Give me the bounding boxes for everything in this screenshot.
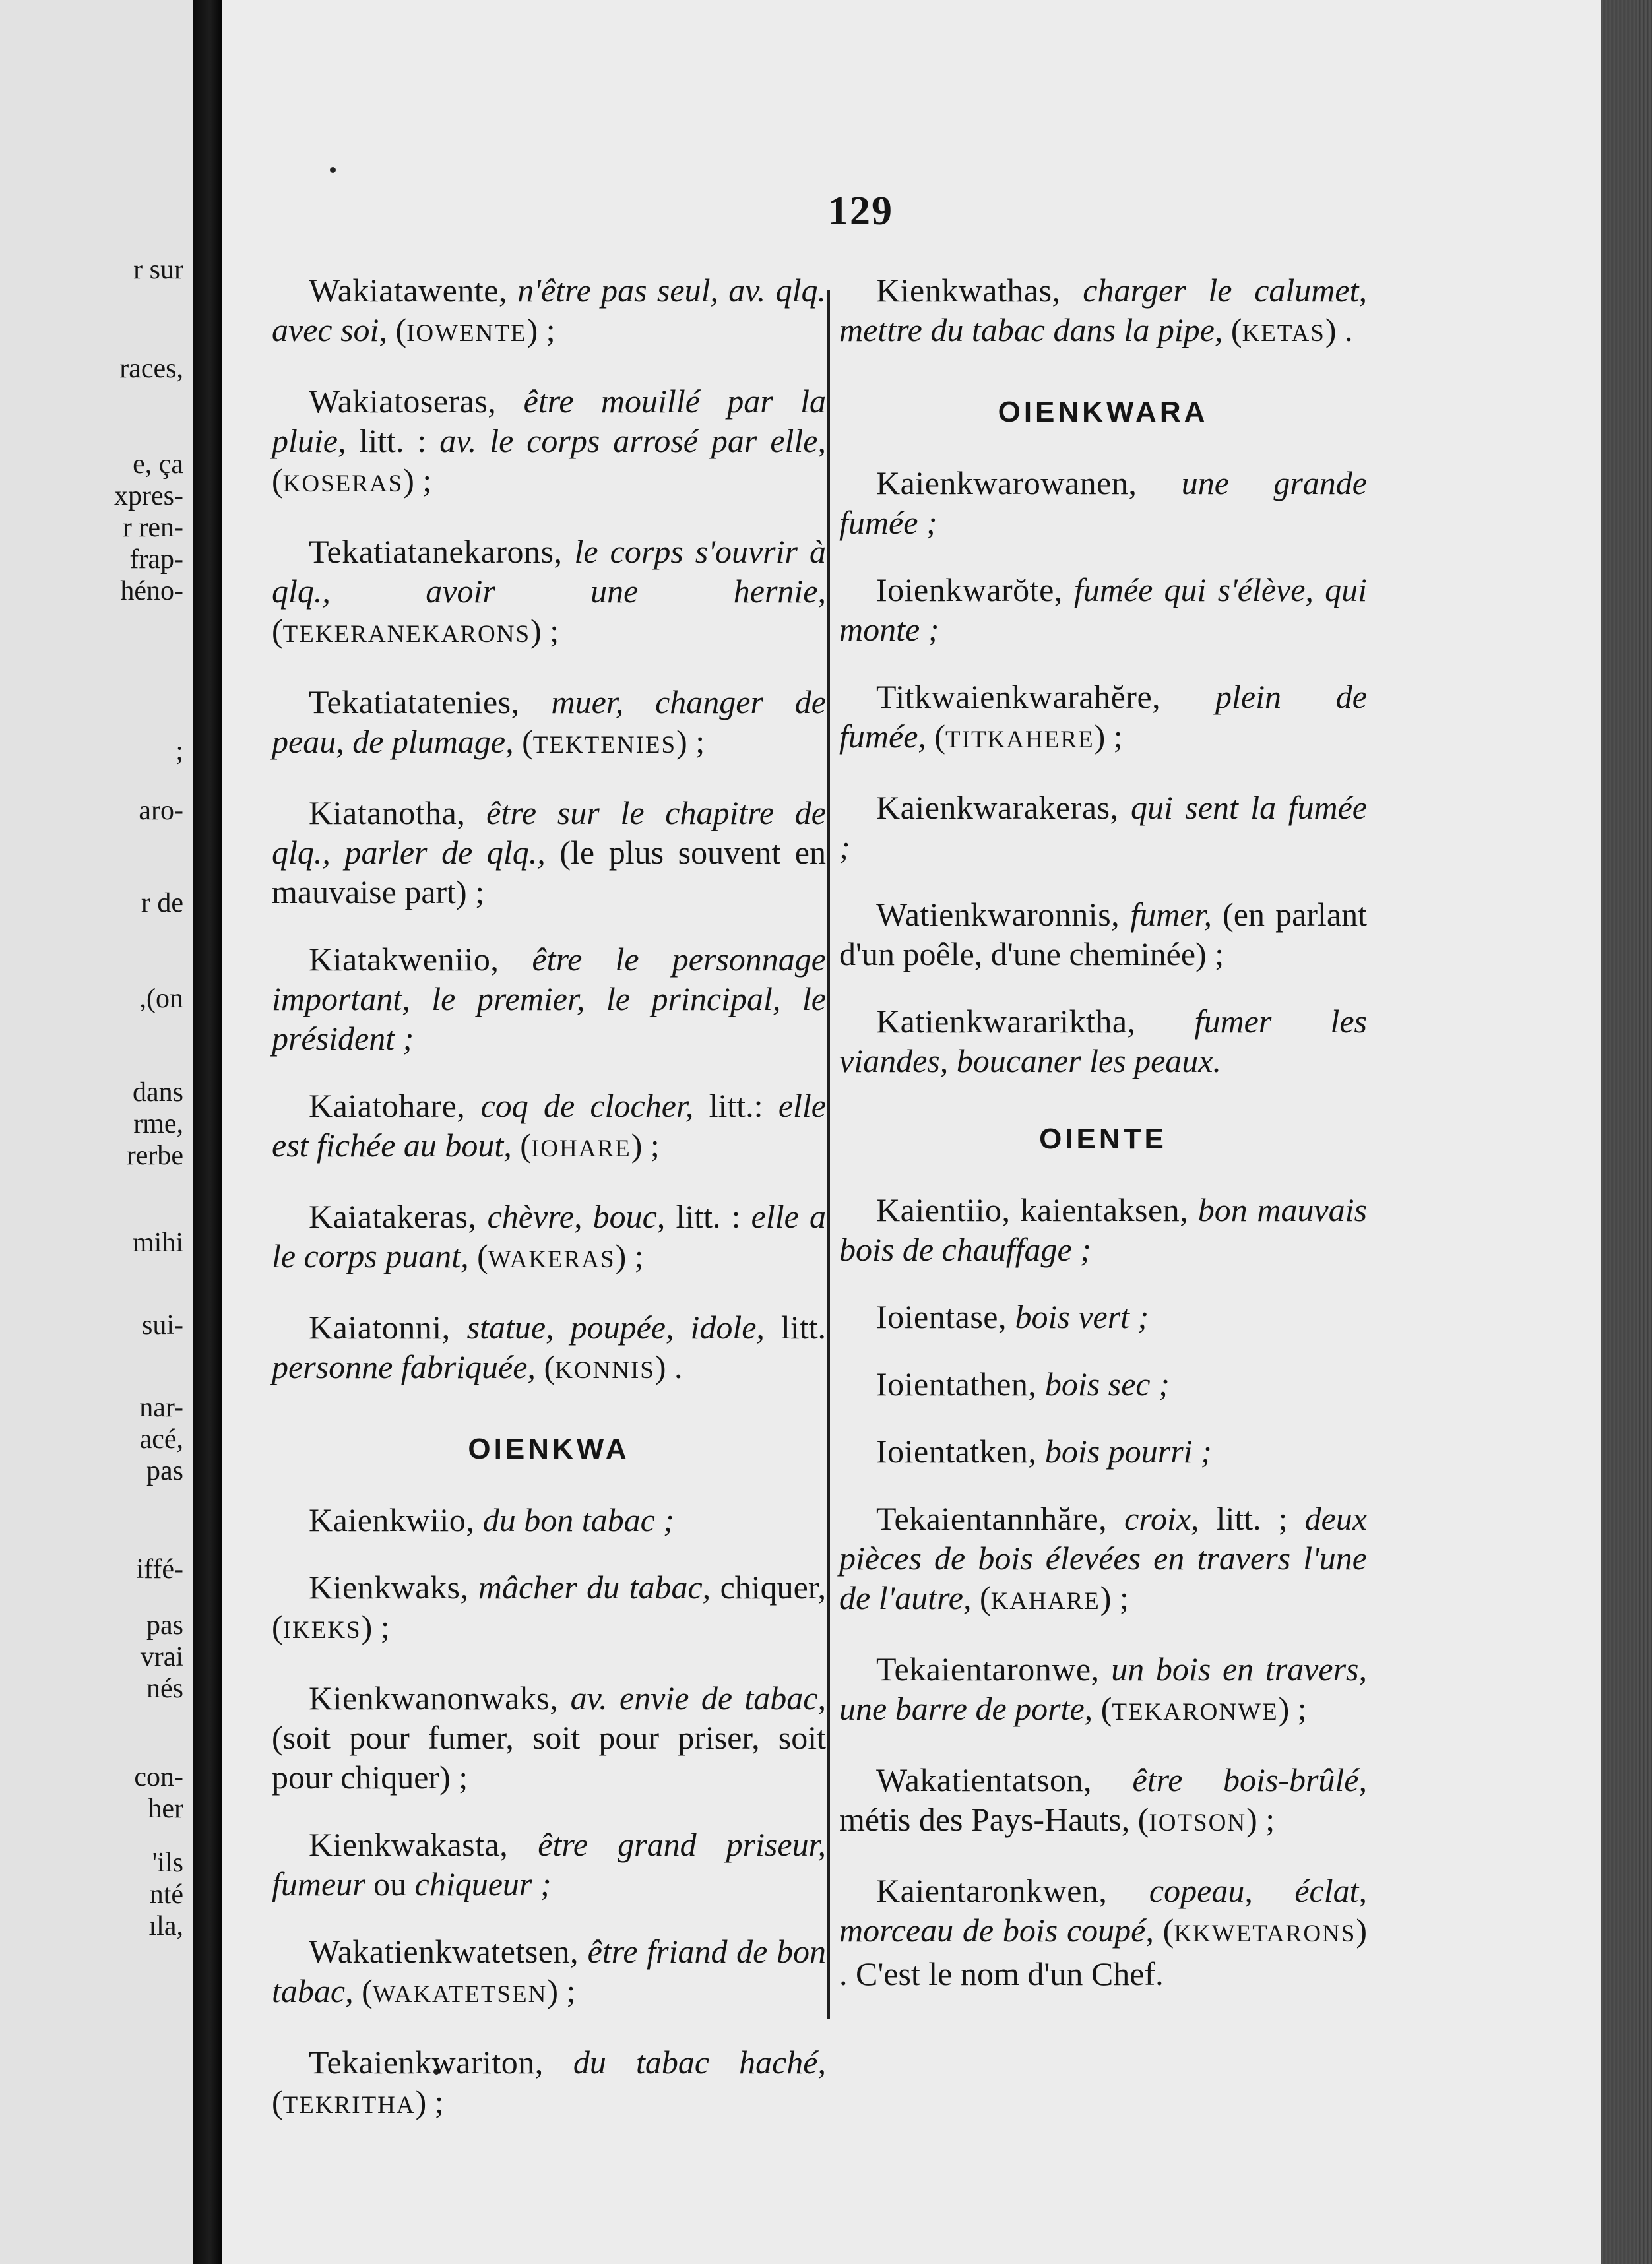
facing-page-text: r sur [133, 255, 183, 285]
facing-page-text: ; [175, 736, 183, 767]
facing-page-text: xpres- [114, 481, 183, 511]
dictionary-entry [839, 1431, 1367, 1471]
entry-root: IKEKS [282, 1617, 362, 1644]
entry-tail: ; [650, 1127, 660, 1164]
entry-root: IOHARE [530, 1135, 631, 1162]
dictionary-entry: Wakiatoseras, être mouillé par la pluie, litt. : av. le corps arrosé par elle, (KOSERAS) ; [272, 383, 826, 499]
entry-definition: bois vert ; [1006, 1298, 1149, 1335]
entry-definition: un bois en travers, une barre de porte, [839, 1651, 1367, 1727]
entry-tail: ; [380, 1608, 390, 1645]
page-edge [1601, 0, 1652, 2264]
facing-page-text: nar- [139, 1393, 183, 1423]
entry-headword: Tekatiatanekarons, [309, 533, 563, 570]
entry-note: (en parlant d'un poêle, d'une cheminée) ; [839, 896, 1367, 972]
facing-page-text: con- [134, 1762, 183, 1792]
entry-headword: Kienkwathas, [876, 272, 1061, 309]
entry-headword: Kaiatohare, [309, 1087, 466, 1124]
entry-root: KKWETARONS [1174, 1920, 1356, 1947]
entry-definition: fumer les viandes, boucaner les peaux. [839, 1003, 1367, 1079]
entry-headword: Kaienkwarowanen, [876, 464, 1137, 501]
section-heading: OIENKWARA [998, 396, 1209, 428]
entry-headword: Tekaientaronwe, [876, 1651, 1100, 1687]
right-column [839, 270, 1367, 2021]
entry-definition: chiqueur ; [406, 1866, 552, 1902]
entry-definition: plein de fumée, [839, 678, 1367, 755]
entry-headword: Tekaienkwariton, [309, 2044, 544, 2081]
entry-root: IOWENTE [406, 320, 527, 347]
entry-definition: du bon tabac ; [474, 1501, 675, 1538]
entry-tail: ; [546, 311, 556, 348]
dictionary-entry: Tekaientannhăre, croix, litt. ; deux pièces de bois élevées en travers l'une de l'autre, (KAHARE) ; [839, 1500, 1367, 1616]
entry-headword: Wakiatoseras, [309, 383, 497, 420]
speck-mark [330, 167, 336, 173]
facing-page-text: nté [149, 1879, 183, 1910]
entry-definition: du tabac haché, [543, 2044, 826, 2081]
entry-definition: être sur le chapitre de qlq., parler de qlq., [272, 794, 826, 871]
dictionary-entry: Kaiatonni, statue, poupée, idole, litt. personne fabriquée, (KONNIS) . [272, 1309, 826, 1385]
entry-definition: n'être pas seul, av. qlq. avec soi, [272, 272, 826, 348]
entry-headword: Kaientiio, kaientaksen, [876, 1191, 1189, 1228]
entry-headword: Kaienkwiio, [309, 1501, 475, 1538]
entry-note: litt. : [676, 1198, 741, 1235]
entry-definition: bois pourri ; [1036, 1433, 1212, 1470]
entry-root: TEKRITHA [282, 2092, 416, 2119]
facing-page-text: rerbe [126, 1141, 183, 1171]
entry-headword: Ioientase, [876, 1298, 1007, 1335]
entry-headword: Wakatientatson, [876, 1761, 1092, 1798]
facing-page-text: races, [119, 354, 183, 384]
entry-headword: Ioientathen, [876, 1366, 1037, 1402]
column-divider [827, 290, 830, 2019]
entry-note: litt. ; [1216, 1500, 1288, 1537]
entry-root: TEKERANEKARONS [282, 621, 531, 648]
facing-page-text: héno- [120, 576, 183, 606]
dictionary-entry: Kienkwaks, mâcher du tabac, chiquer, (IKEKS) ; [272, 1569, 826, 1645]
entry-note: (soit pour fumer, soit pour priser, soit pour chiquer) ; [272, 1719, 826, 1796]
entry-definition: av. envie de tabac, [558, 1680, 826, 1716]
entry-headword: Ioienkwarŏte, [876, 571, 1063, 608]
entry-definition: charger le calumet, mettre du tabac dans la pipe, [839, 272, 1367, 348]
facing-page-text: aro- [139, 796, 183, 826]
facing-page-text: r ren- [122, 513, 183, 543]
dictionary-entry [839, 570, 1367, 649]
dictionary-entry [839, 1364, 1367, 1404]
facing-page-text: dans [133, 1077, 183, 1108]
entry-root: KOSERAS [282, 470, 404, 497]
entry-headword: Tekatiatatenies, [309, 683, 520, 720]
facing-page-text: ıla, [148, 1911, 183, 1941]
entry-tail: ; [550, 612, 559, 649]
dictionary-entry [839, 463, 1367, 542]
entry-headword: Ioientatken, [876, 1433, 1037, 1470]
facing-page-text: ,(on [139, 984, 183, 1014]
facing-page-text: pas [146, 1610, 183, 1641]
section-heading: OIENKWA [468, 1433, 630, 1465]
dictionary-entry: Tekatiatatenies, muer, changer de peau, de plumage, (TEKTENIES) ; [272, 683, 826, 760]
entry-tail: ; [1119, 1579, 1129, 1616]
entry-definition: coq de clocher, [465, 1087, 709, 1124]
facing-page-text: nés [146, 1674, 183, 1704]
entry-root: TITKAHERE [945, 726, 1095, 753]
entry-tail: . C'est le nom d'un Chef. [839, 1955, 1164, 1992]
entry-root: KONNIS [555, 1357, 655, 1384]
entry-note: litt.: [709, 1087, 763, 1124]
entry-definition: fumer, [1120, 896, 1212, 933]
entry-note: litt. : [359, 422, 427, 459]
entry-definition: copeau, éclat, morceau de bois coupé, [839, 1872, 1367, 1949]
entry-tail: ; [695, 723, 705, 760]
dictionary-entry [839, 1297, 1367, 1336]
entry-definition: muer, changer de peau, de plumage, [272, 683, 826, 760]
entry-tail: ; [434, 2083, 444, 2120]
dictionary-entry [839, 1190, 1367, 1269]
entry-definition: être friand de bon tabac, [272, 1933, 826, 2009]
entry-note: métis des Pays-Hauts, [839, 1801, 1130, 1838]
entry-headword: Kaiatonni, [309, 1309, 451, 1346]
facing-page-text: iffé- [136, 1554, 183, 1585]
dictionary-entry: Tekatiatanekarons, le corps s'ouvrir à qlq., avoir une hernie, (TEKERANEKARONS) ; [272, 533, 826, 649]
dictionary-entry: Tekaientaronwe, un bois en travers, une barre de porte, (TEKARONWE) ; [839, 1651, 1367, 1727]
entry-headword: Wakatienkwatetsen, [309, 1933, 579, 1970]
facing-page-text: r de [141, 888, 183, 918]
facing-page-text: e, ça [133, 449, 183, 480]
entry-note: chiquer, [720, 1569, 826, 1606]
facing-page-text: rme, [133, 1109, 183, 1139]
facing-page-text: 'ils [152, 1848, 183, 1878]
entry-headword: Kaienkwarakeras, [876, 789, 1119, 826]
dictionary-entry: Wakatientatson, être bois-brûlé, métis des Pays-Hauts, (IOTSON) ; [839, 1761, 1367, 1838]
entry-definition: être bois-brûlé, [1091, 1761, 1367, 1798]
dictionary-entry: Kaiatakeras, chèvre, bouc, litt. : elle a le corps puant, (WAKERAS) ; [272, 1198, 826, 1274]
entry-headword: Kienkwakasta, [309, 1826, 509, 1863]
dictionary-entry: Wakatienkwatetsen, être friand de bon tabac, (WAKATETSEN) ; [272, 1933, 826, 2009]
entry-note: litt. [780, 1309, 826, 1346]
entry-headword: Kaientaronkwen, [876, 1872, 1108, 1909]
dictionary-entry [272, 1678, 826, 1797]
facing-page-text: mihi [132, 1228, 183, 1258]
entry-definition: statue, poupée, idole, [450, 1309, 781, 1346]
entry-headword: Watienkwaronnis, [876, 896, 1120, 933]
entry-definition: être mouillé par la pluie, [272, 383, 826, 459]
entry-headword: Kiatakweniio, [309, 941, 499, 978]
dictionary-entry: Titkwaienkwarahĕre, plein de fumée, (TITKAHERE) ; [839, 678, 1367, 755]
entry-headword: Tekaientannhăre, [876, 1500, 1108, 1537]
entry-tail: ; [1297, 1690, 1307, 1727]
entry-definition: être grand priseur, fumeur [272, 1826, 826, 1902]
page-number: 129 [828, 189, 893, 234]
dictionary-entry: Tekaienkwariton, du tabac haché, (TEKRITHA) ; [272, 2044, 826, 2120]
section-heading: OIENTE [1039, 1123, 1167, 1155]
entry-tail: ; [634, 1238, 644, 1274]
entry-root: WAKERAS [488, 1246, 616, 1273]
entry-root: KAHARE [990, 1588, 1100, 1615]
dictionary-entry: Wakiatawente, n'être pas seul, av. qlq. avec soi, (IOWENTE) ; [272, 272, 826, 348]
entry-definition: croix, [1107, 1500, 1217, 1537]
dictionary-entry: Kienkwathas, charger le calumet, mettre du tabac dans la pipe, (KETAS) . [839, 272, 1367, 348]
entry-definition: bois sec ; [1036, 1366, 1170, 1402]
entry-note: ou [373, 1866, 407, 1902]
dictionary-entry [272, 793, 826, 912]
dictionary-entry [839, 895, 1367, 974]
dictionary-entry [839, 1001, 1367, 1081]
entry-root: TEKARONWE [1112, 1699, 1279, 1726]
entry-headword: Wakiatawente, [309, 272, 507, 309]
entry-tail: ; [566, 1972, 576, 2009]
entry-headword: Kiatanotha, [309, 794, 466, 831]
entry-tail: . [1344, 311, 1353, 348]
entry-headword: Titkwaienkwarahĕre, [876, 678, 1161, 715]
dictionary-entry [272, 939, 826, 1058]
entry-definition: chèvre, bouc, [476, 1198, 676, 1235]
entry-definition: le corps s'ouvrir à qlq., avoir une hernie, [272, 533, 826, 610]
entry-root: KETAS [1242, 320, 1325, 347]
facing-page-text: vrai [140, 1642, 183, 1672]
left-column [272, 270, 826, 2153]
entry-definition: elle est fichée au bout, [272, 1087, 826, 1164]
entry-tail: ; [1265, 1801, 1275, 1838]
facing-page-fragment [0, 0, 193, 2264]
facing-page-text: sui- [142, 1310, 183, 1340]
entry-definition: deux pièces de bois élevées en travers l'une de l'autre, [839, 1500, 1367, 1616]
entry-headword: Kienkwanonwaks, [309, 1680, 559, 1716]
entry-note: (le plus souvent en mauvaise part) ; [272, 834, 827, 910]
dictionary-entry [272, 1500, 826, 1540]
dictionary-entry [839, 788, 1367, 867]
facing-page-text: acé, [139, 1424, 183, 1455]
entry-headword: Kaiatakeras, [309, 1198, 477, 1235]
entry-definition: mâcher du tabac, [468, 1569, 720, 1606]
entry-definition: une grande fumée ; [839, 464, 1367, 541]
entry-definition: av. le corps arrosé par elle, [426, 422, 826, 459]
entry-root: IOTSON [1149, 1809, 1247, 1837]
dictionary-entry: Kaiatohare, coq de clocher, litt.: elle est fichée au bout, (IOHARE) ; [272, 1087, 826, 1164]
book-spine [193, 0, 222, 2264]
entry-definition: fumée qui s'élève, qui monte ; [839, 571, 1367, 648]
facing-page-text: her [148, 1794, 183, 1824]
facing-page-text: pas [146, 1456, 183, 1486]
entry-definition: être le personnage important, le premier, le principal, le président ; [272, 941, 826, 1057]
entry-tail: ; [1113, 718, 1123, 755]
entry-tail: ; [422, 462, 432, 499]
entry-definition: bon mauvais bois de chauffage ; [839, 1191, 1367, 1268]
entry-definition: qui sent la fumée ; [839, 789, 1367, 865]
entry-definition: elle a le corps puant, [272, 1198, 826, 1274]
entry-headword: Kienkwaks, [309, 1569, 469, 1606]
entry-root: WAKATETSEN [372, 1981, 548, 2008]
facing-page-text: frap- [129, 544, 183, 575]
dictionary-entry: Kaientaronkwen, copeau, éclat, morceau de bois coupé, (KKWETARONS) . C'est le nom d'un Chef. [839, 1872, 1367, 1992]
entry-headword: Katienkwarariktha, [876, 1003, 1136, 1040]
dictionary-entry [272, 1825, 826, 1904]
entry-definition: personne fabriquée, [272, 1348, 536, 1385]
entry-tail: . [674, 1348, 683, 1385]
entry-root: TEKTENIES [532, 732, 677, 759]
